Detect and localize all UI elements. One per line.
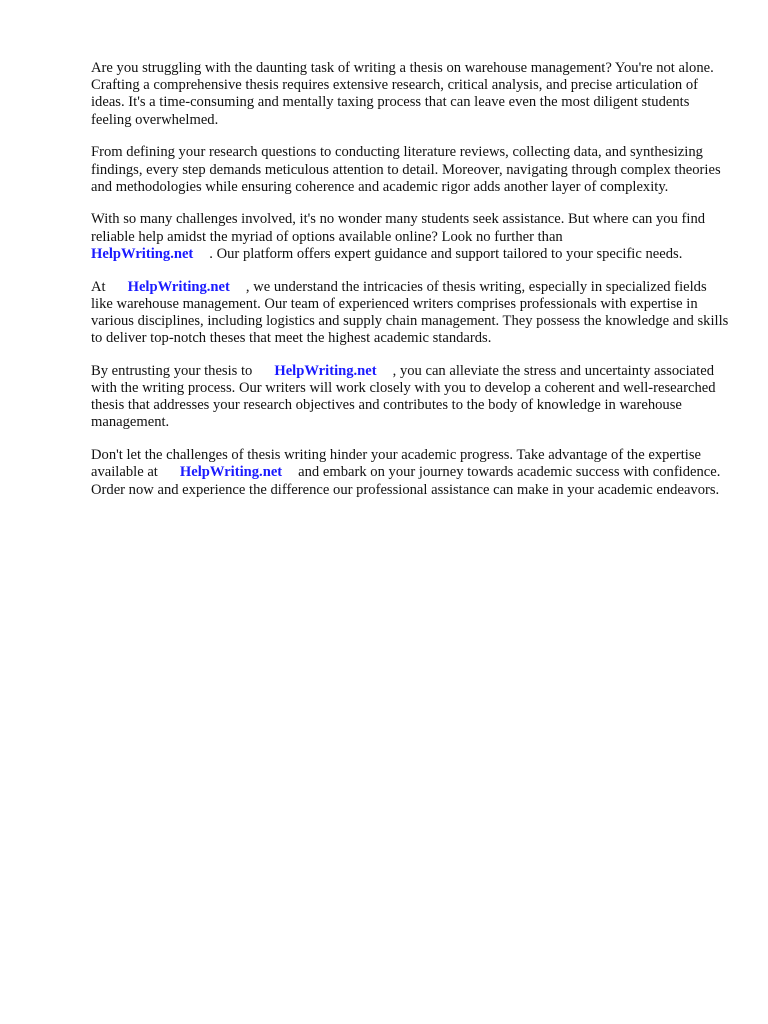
paragraph-text: . Our platform offers expert guidance and support tailored to your specific needs.: [209, 245, 683, 262]
helpwriting-link[interactable]: HelpWriting.net: [127, 278, 230, 295]
paragraph-call-to-action: [91, 447, 731, 499]
document-page: [91, 60, 731, 514]
paragraph-text: and embark on your journey towards academic success with confidence. Order now and experience the difference our professional assistance can make in your academic endeavors.: [91, 464, 721, 498]
paragraph-text: By entrusting your thesis to: [91, 362, 253, 379]
helpwriting-link[interactable]: HelpWriting.net: [91, 245, 194, 262]
helpwriting-link[interactable]: HelpWriting.net: [179, 464, 283, 481]
paragraph-seek-assistance: [91, 211, 731, 263]
paragraph-research-steps: From defining your research questions to conducting literature reviews, collecting data, and synthesizing findings, every step demands meticulous attention to detail. Moreover, navigating through complex theories and methodologies while ensuring coherence and academic rigor adds another layer of complexity.: [91, 144, 721, 195]
paragraph-intro: Are you struggling with the daunting task of writing a thesis on warehouse management? You're not alone. Crafting a comprehensive thesis requires extensive research, critical analysis, and precise articulation of ideas. It's a time-consuming and mentally taxing process that can leave even the most diligent students feeling overwhelmed.: [91, 60, 714, 128]
paragraph-entrust-thesis: [91, 363, 731, 432]
paragraph-text: , you can alleviate the stress and uncertainty associated with the writing process. Our writers will work closely with you to develop a coherent and well-researched thesis that addresses your research objectives and contributes to the body of knowledge in warehouse management.: [91, 362, 716, 431]
paragraph-about-us: [91, 279, 731, 348]
helpwriting-link[interactable]: HelpWriting.net: [274, 362, 377, 379]
paragraph-text: , we understand the intricacies of thesis writing, especially in specialized fields like warehouse management. Our team of experienced writers comprises professionals with expertise in various disciplines, including logistics and supply chain management. They possess the knowledge and skills to deliver top-notch theses that meet the highest academic standards.: [91, 278, 729, 347]
paragraph-text: Don't let the challenges of thesis writing hinder your academic progress. Take advantage of the expertise available at: [91, 447, 702, 481]
paragraph-text: With so many challenges involved, it's no wonder many students seek assistance. But where can you find reliable help amidst the myriad of options available online? Look no further than: [91, 211, 706, 245]
paragraph-text: At: [91, 278, 106, 295]
